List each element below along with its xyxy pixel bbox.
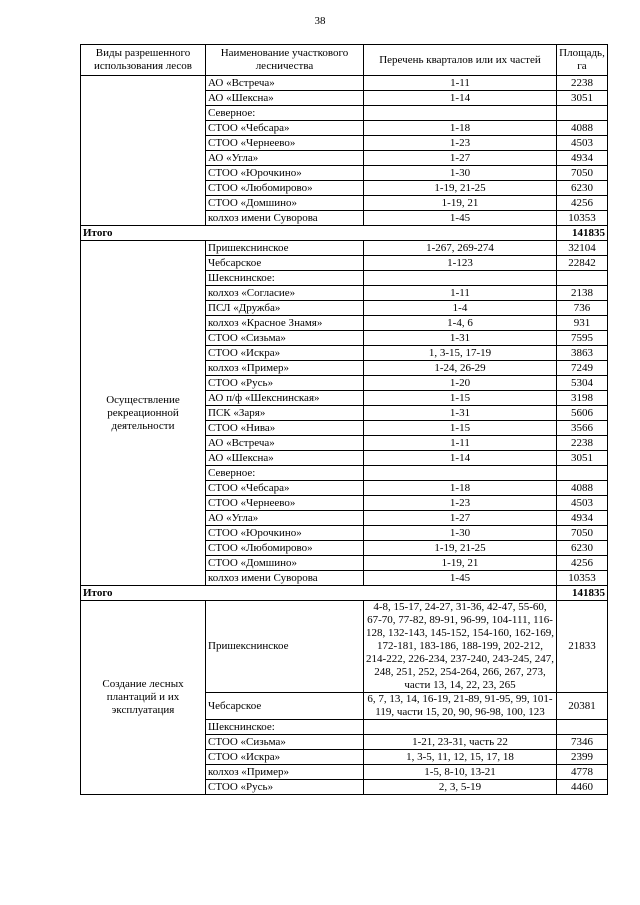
quarters-cell: 1-15 [364,391,557,406]
quarters-cell: 1-5, 8-10, 13-21 [364,765,557,780]
area-cell: 4503 [557,496,608,511]
forestry-name-cell: СТОО «Чебсара» [206,481,364,496]
quarters-cell: 6, 7, 13, 14, 16-19, 21-89, 91-95, 99, 101-119, части 15, 20, 90, 96-98, 100, 123 [364,693,557,720]
total-value: 141835 [557,586,608,601]
forestry-name-cell: АО «Встреча» [206,436,364,451]
area-cell: 4256 [557,556,608,571]
quarters-cell: 1-20 [364,376,557,391]
area-cell: 5606 [557,406,608,421]
forestry-name-cell: АО «Встреча» [206,76,364,91]
forestry-name-cell: СТОО «Сизьма» [206,331,364,346]
total-label: Итого [81,226,557,241]
quarters-cell: 1-19, 21 [364,196,557,211]
quarters-cell: 1-24, 26-29 [364,361,557,376]
forestry-name-cell: СТОО «Домшино» [206,196,364,211]
area-cell: 4460 [557,780,608,795]
use-type-cell: Создание лесных плантаций и их эксплуатация [81,601,206,795]
forestry-name-cell: СТОО «Юрочкино» [206,526,364,541]
forestry-name-cell: Шекснинское: [206,720,364,735]
area-cell: 7346 [557,735,608,750]
quarters-cell: 1-11 [364,436,557,451]
header-use-type: Виды разрешенного использования лесов [81,45,206,76]
area-cell: 3051 [557,91,608,106]
quarters-cell: 1-19, 21-25 [364,541,557,556]
area-cell: 4934 [557,151,608,166]
area-cell: 4256 [557,196,608,211]
area-cell: 3566 [557,421,608,436]
quarters-cell: 1-4 [364,301,557,316]
area-cell: 2138 [557,286,608,301]
forestry-name-cell: Пришекснинское [206,601,364,693]
area-cell: 6230 [557,541,608,556]
area-cell: 4934 [557,511,608,526]
quarters-cell: 1-123 [364,256,557,271]
area-cell: 10353 [557,211,608,226]
quarters-cell: 1-18 [364,121,557,136]
area-cell: 4088 [557,481,608,496]
header-area: Площадь, га [557,45,608,76]
area-cell: 5304 [557,376,608,391]
use-type-cell [81,76,206,226]
table-row [81,601,608,693]
table-row [81,76,608,91]
forestry-name-cell: АО «Угла» [206,511,364,526]
quarters-cell: 1-11 [364,76,557,91]
forestry-name-cell: Чебсарское [206,693,364,720]
area-cell [557,106,608,121]
header-quarters-list: Перечень кварталов или их частей [364,45,557,76]
quarters-cell: 1, 3-15, 17-19 [364,346,557,361]
use-type-cell: Осуществление рекреационной деятельности [81,241,206,586]
area-cell: 20381 [557,693,608,720]
area-cell: 3863 [557,346,608,361]
forestry-name-cell: Пришекснинское [206,241,364,256]
forestry-name-cell: СТОО «Домшино» [206,556,364,571]
quarters-cell: 1-23 [364,496,557,511]
quarters-cell: 1-23 [364,136,557,151]
area-cell: 931 [557,316,608,331]
quarters-cell: 1-45 [364,571,557,586]
forestry-name-cell: колхоз имени Суворова [206,571,364,586]
total-row [81,586,608,601]
forestry-name-cell: колхоз «Пример» [206,361,364,376]
forestry-name-cell: АО п/ф «Шекснинская» [206,391,364,406]
area-cell: 32104 [557,241,608,256]
area-cell: 2238 [557,76,608,91]
area-cell [557,271,608,286]
forestry-name-cell: СТОО «Чебсара» [206,121,364,136]
quarters-cell [364,271,557,286]
area-cell: 7050 [557,166,608,181]
area-cell: 7050 [557,526,608,541]
area-cell: 3198 [557,391,608,406]
area-cell: 7595 [557,331,608,346]
forestry-name-cell: колхоз «Красное Знамя» [206,316,364,331]
header-forestry-name: Наименование участкового лесничества [206,45,364,76]
quarters-cell: 1-27 [364,151,557,166]
quarters-cell: 1-19, 21 [364,556,557,571]
forest-use-table [80,44,608,795]
quarters-cell: 1-30 [364,166,557,181]
area-cell: 10353 [557,571,608,586]
forestry-name-cell: колхоз «Согласие» [206,286,364,301]
quarters-cell: 1-267, 269-274 [364,241,557,256]
area-cell: 7249 [557,361,608,376]
forestry-name-cell: СТОО «Чернеево» [206,496,364,511]
forestry-name-cell: колхоз имени Суворова [206,211,364,226]
page-number: 38 [314,15,326,27]
quarters-cell: 1-27 [364,511,557,526]
forestry-name-cell: АО «Шексна» [206,451,364,466]
quarters-cell: 1-31 [364,331,557,346]
area-cell: 2399 [557,750,608,765]
area-cell: 6230 [557,181,608,196]
area-cell [557,720,608,735]
quarters-cell: 1-4, 6 [364,316,557,331]
forestry-name-cell: АО «Шексна» [206,91,364,106]
table-header-row [81,45,608,76]
forestry-name-cell: СТОО «Сизьма» [206,735,364,750]
area-cell: 4088 [557,121,608,136]
quarters-cell: 2, 3, 5-19 [364,780,557,795]
quarters-cell [364,466,557,481]
area-cell: 4503 [557,136,608,151]
forestry-name-cell: колхоз «Пример» [206,765,364,780]
quarters-cell: 1-15 [364,421,557,436]
total-label: Итого [81,586,557,601]
forestry-name-cell: СТОО «Искра» [206,346,364,361]
forestry-name-cell: АО «Угла» [206,151,364,166]
quarters-cell: 1-30 [364,526,557,541]
forestry-name-cell: Северное: [206,466,364,481]
quarters-cell: 1-45 [364,211,557,226]
quarters-cell: 1-14 [364,451,557,466]
area-cell: 4778 [557,765,608,780]
forestry-name-cell: Чебсарское [206,256,364,271]
forestry-name-cell: СТОО «Любомирово» [206,541,364,556]
quarters-cell: 1-18 [364,481,557,496]
area-cell: 21833 [557,601,608,693]
table-row [81,241,608,256]
quarters-cell: 1-11 [364,286,557,301]
forestry-name-cell: Северное: [206,106,364,121]
quarters-cell: 1-31 [364,406,557,421]
quarters-cell [364,106,557,121]
forestry-name-cell: СТОО «Нива» [206,421,364,436]
forestry-name-cell: СТОО «Любомирово» [206,181,364,196]
total-row [81,226,608,241]
forestry-name-cell: СТОО «Юрочкино» [206,166,364,181]
quarters-cell: 1-14 [364,91,557,106]
quarters-cell: 1, 3-5, 11, 12, 15, 17, 18 [364,750,557,765]
quarters-cell: 1-19, 21-25 [364,181,557,196]
forestry-name-cell: ПСК «Заря» [206,406,364,421]
area-cell: 3051 [557,451,608,466]
area-cell [557,466,608,481]
quarters-cell: 1-21, 23-31, часть 22 [364,735,557,750]
area-cell: 22842 [557,256,608,271]
forestry-name-cell: ПСЛ «Дружба» [206,301,364,316]
quarters-cell: 4-8, 15-17, 24-27, 31-36, 42-47, 55-60, 67-70, 77-82, 89-91, 96-99, 104-111, 116-128, 132-143, 145-152, 154-160, 162-169, 172-181, 183-186, 188-199, 202-212, 214-222, 226-234, 237-240, 243-245, 247, 248, 251, 252, 254-264, 266, 267, 273, части 13, 14, 22, 23, 265 [364,601,557,693]
forestry-name-cell: СТОО «Искра» [206,750,364,765]
area-cell: 2238 [557,436,608,451]
forestry-name-cell: СТОО «Чернеево» [206,136,364,151]
forestry-name-cell: Шекснинское: [206,271,364,286]
quarters-cell [364,720,557,735]
total-value: 141835 [557,226,608,241]
forestry-name-cell: СТОО «Русь» [206,376,364,391]
forestry-name-cell: СТОО «Русь» [206,780,364,795]
area-cell: 736 [557,301,608,316]
